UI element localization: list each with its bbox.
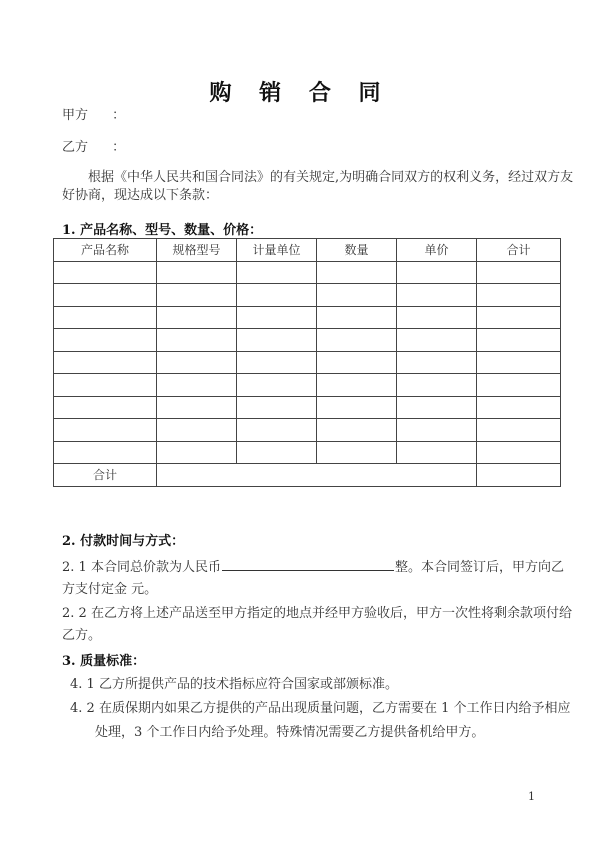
table-cell (157, 351, 237, 374)
header-unit-price: 单价 (397, 239, 477, 262)
section-1-heading: 1. 产品名称、型号、数量、价格： (62, 223, 263, 238)
clause-4-2-line-1: 4. 2 在质保期内如果乙方提供的产品出现质量问题，乙方需要在 1 个工作日内给予相应 (70, 701, 571, 716)
header-product-name: 产品名称 (54, 239, 157, 262)
table-row (54, 329, 561, 352)
header-subtotal: 合计 (477, 239, 561, 262)
table-cell (54, 261, 157, 284)
table-cell (317, 284, 397, 307)
table-header-row (54, 239, 561, 262)
table-cell (54, 351, 157, 374)
table-cell (157, 396, 237, 419)
clause-2-1-text-end: 整。本合同签订后，甲方向乙 (394, 560, 564, 575)
table-cell (237, 261, 317, 284)
table-cell (157, 419, 237, 442)
table-row (54, 284, 561, 307)
total-value-cell (477, 464, 561, 487)
table-cell (54, 419, 157, 442)
table-cell (237, 419, 317, 442)
table-cell (54, 329, 157, 352)
section-3-heading: 3. 质量标准： (62, 654, 146, 669)
table-cell (237, 351, 317, 374)
table-cell (237, 374, 317, 397)
header-quantity: 数量 (317, 239, 397, 262)
table-cell (237, 329, 317, 352)
clause-2-1-line-2: 方支付定金 元。 (62, 582, 158, 597)
party-a-label: 甲方 (62, 108, 89, 123)
table-cell (157, 329, 237, 352)
table-cell (157, 261, 237, 284)
table-cell (157, 284, 237, 307)
table-cell (54, 441, 157, 464)
table-cell (397, 441, 477, 464)
intro-line-2: 好协商，现达成以下条款： (62, 188, 219, 203)
page-number: 1 (528, 790, 535, 803)
table-cell (477, 441, 561, 464)
total-merged-cell (157, 464, 477, 487)
table-cell (157, 441, 237, 464)
table-cell (237, 396, 317, 419)
total-label: 合计 (54, 464, 157, 487)
table-cell (317, 261, 397, 284)
table-cell (477, 396, 561, 419)
clause-2-1-text-start: 2. 1 本合同总价款为人民币 (62, 560, 221, 575)
table-row (54, 351, 561, 374)
clause-4-2-line-2: 处理，3 个工作日内给予处理。特殊情况需要乙方提供备机给甲方。 (95, 725, 485, 740)
table-cell (54, 284, 157, 307)
amount-blank-line (222, 558, 394, 571)
table-row (54, 419, 561, 442)
table-cell (397, 329, 477, 352)
table-cell (477, 329, 561, 352)
table-cell (317, 351, 397, 374)
table-cell (54, 374, 157, 397)
table-cell (397, 419, 477, 442)
table-cell (54, 306, 157, 329)
party-a-colon: ： (112, 108, 126, 123)
table-cell (317, 306, 397, 329)
table-cell (317, 329, 397, 352)
table-cell (477, 284, 561, 307)
table-cell (397, 396, 477, 419)
table-cell (237, 441, 317, 464)
clause-4-1: 4. 1 乙方所提供产品的技术指标应符合国家或部颁标准。 (70, 677, 398, 692)
table-cell (477, 351, 561, 374)
table-cell (397, 261, 477, 284)
clause-2-2-line-1: 2. 2 在乙方将上述产品送至甲方指定的地点并经甲方验收后，甲方一次性将剩余款项付给 (62, 606, 572, 621)
party-a-line (62, 104, 125, 123)
section-2-heading: 2. 付款时间与方式： (62, 534, 185, 549)
table-cell (54, 396, 157, 419)
table-cell (317, 396, 397, 419)
party-b-line (62, 136, 125, 155)
table-cell (477, 261, 561, 284)
table-cell (477, 374, 561, 397)
party-b-label: 乙方 (62, 140, 89, 155)
table-cell (157, 374, 237, 397)
table-cell (157, 306, 237, 329)
page-title: 购 销 合 同 (209, 80, 391, 106)
intro-line-1: 根据《中华人民共和国合同法》的有关规定,为明确合同双方的权利义务，经过双方友 (88, 170, 574, 185)
table-cell (477, 306, 561, 329)
table-cell (397, 351, 477, 374)
header-unit: 计量单位 (237, 239, 317, 262)
table-row (54, 306, 561, 329)
table-row (54, 374, 561, 397)
table-row (54, 261, 561, 284)
table-cell (397, 374, 477, 397)
product-table (53, 238, 561, 487)
table-cell (477, 419, 561, 442)
table-cell (397, 306, 477, 329)
clause-2-1-line-1 (62, 556, 564, 575)
table-row (54, 441, 561, 464)
table-total-row (54, 464, 561, 487)
header-spec-model: 规格型号 (157, 239, 237, 262)
table-row (54, 396, 561, 419)
party-b-colon: ： (112, 140, 126, 155)
table-cell (237, 306, 317, 329)
table-cell (237, 284, 317, 307)
table-cell (317, 419, 397, 442)
table-cell (317, 441, 397, 464)
clause-2-2-line-2: 乙方。 (62, 628, 102, 643)
table-cell (397, 284, 477, 307)
table-cell (317, 374, 397, 397)
